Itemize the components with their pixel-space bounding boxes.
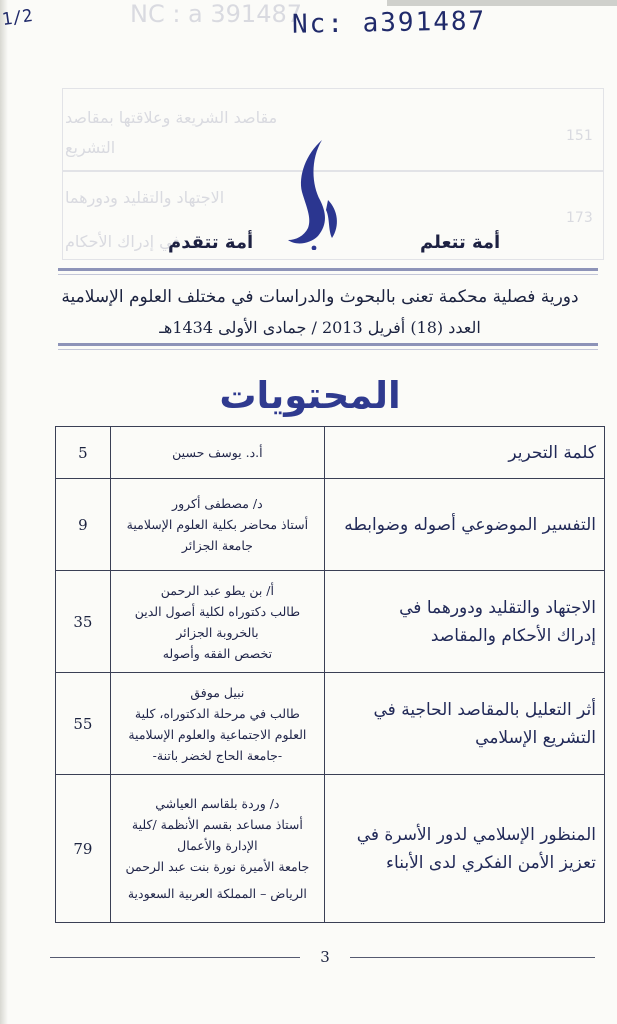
journal-logo (282, 140, 344, 250)
page-ref: 55 (56, 673, 111, 775)
scan-edge-shadow (0, 0, 8, 1024)
page-number: 3 (300, 948, 350, 968)
masthead-rule-bottom (58, 343, 598, 346)
page-ref: 35 (56, 571, 111, 673)
table-row (56, 775, 605, 923)
ghost-shelfmark: NC : a 391487 (130, 0, 303, 28)
motto-left: أمة تتقدم (168, 232, 254, 253)
table-row (56, 673, 605, 775)
masthead-rule-top-thin (58, 274, 598, 275)
handwritten-folio: 1/2 (0, 5, 34, 31)
title-line: التشريع الإسلامي (475, 727, 596, 748)
author-line: الإدارة والأعمال (177, 838, 258, 853)
ghost-row2-title: الاجتهاد والتقليد ودورهما (65, 188, 225, 207)
ghost-row2-sub: في إدراك الأحكام (65, 232, 181, 251)
article-author (110, 673, 324, 775)
title-line: الاجتهاد والتقليد ودورهما في (399, 597, 596, 618)
page-ref: 9 (56, 479, 111, 571)
article-title (324, 479, 604, 571)
page-top-edge (387, 0, 617, 6)
motto-right: أمة تتعلم (420, 232, 501, 253)
author-line: د/ مصطفى أكرور (172, 496, 263, 511)
author-line: العلوم الاجتماعية والعلوم الإسلامية (128, 726, 307, 742)
author-line: أستاذ محاضر بكلية العلوم الإسلامية (126, 517, 309, 532)
masthead-rule-top (58, 268, 598, 271)
table-row (56, 571, 605, 673)
article-author (110, 427, 324, 479)
journal-subtitle: دورية فصلية محكمة تعنى بالبحوث والدراسات في مختلف العلوم الإسلامية (61, 287, 579, 307)
title-line: كلمة التحرير (508, 442, 596, 463)
title-line: أثر التعليل بالمقاصد الحاجية في (373, 699, 596, 720)
title-line: إدراك الأحكام والمقاصد (430, 625, 596, 646)
author-line: طالب دكتوراه لكلية أصول الدين (134, 603, 301, 619)
author-line: أ.د. يوسف حسين (172, 445, 263, 460)
author-line: جامعة الأميرة نورة بنت عبد الرحمن (125, 859, 310, 874)
author-line: الرياض – المملكة العربية السعودية (127, 886, 307, 901)
ghost-row1-sub: التشريع (65, 138, 116, 157)
article-title (324, 427, 604, 479)
page-ref: 5 (56, 427, 111, 479)
author-line: أستاذ مساعد بقسم الأنظمة /كلية (131, 817, 303, 832)
article-title (324, 673, 604, 775)
ghost-page-2: 173 (566, 210, 593, 226)
author-line: -جامعة الحاج لخضر باتنة- (152, 747, 283, 763)
author-line: طالب في مرحلة الدكتوراه، كلية (134, 705, 300, 721)
article-author (110, 571, 324, 673)
table-row (56, 427, 605, 479)
article-title (324, 775, 604, 923)
author-line: أ/ بن يطو عبد الرحمن (160, 582, 274, 598)
ghost-page-1: 151 (566, 128, 593, 144)
author-line: جامعة الجزائر (181, 538, 253, 553)
page-ref: 79 (56, 775, 111, 923)
masthead-rule-bottom-thin (58, 349, 598, 350)
table-row (56, 479, 605, 571)
ghost-row1-title: مقاصد الشريعة وعلاقتها بمقاصد (65, 108, 278, 127)
author-line: بالخروبة الجزائر (176, 624, 259, 640)
handwritten-shelfmark: Nc: a391487 (291, 6, 487, 40)
article-title (324, 571, 604, 673)
title-line: المنظور الإسلامي لدور الأسرة في (356, 824, 596, 845)
contents-heading: المحتويات (219, 374, 401, 417)
author-line: نبيل موفق (190, 684, 245, 700)
title-line: تعزيز الأمن الفكري لدى الأبناء (386, 852, 596, 873)
article-author (110, 775, 324, 923)
contents-table (55, 426, 605, 923)
title-line: التفسير الموضوعي أصوله وضوابطه (344, 514, 596, 535)
issue-info: العدد (18) أفريل 2013 / جمادى الأولى 1434هـ (159, 318, 481, 337)
article-author (110, 479, 324, 571)
author-line: تخصص الفقه وأصوله (162, 645, 273, 661)
author-line: د/ وردة بلقاسم العياشي (155, 796, 280, 811)
